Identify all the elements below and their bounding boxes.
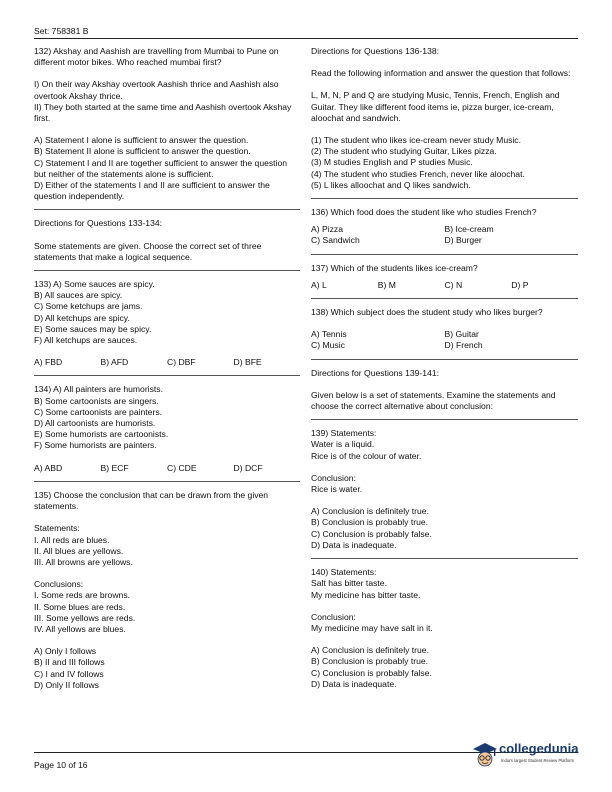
options-row [311, 280, 578, 291]
clue: (5) L likes alloochat and Q likes sandwich. [311, 179, 471, 190]
line: D) All ketchups are spicy. [34, 312, 130, 323]
option-b: B) Conclusion is probably true. [311, 656, 429, 667]
conclusion: I. Some reds are browns. [34, 590, 131, 601]
directions-intro: Read the following information and answer the question that follows: [311, 68, 571, 79]
question-text: 135) Choose the conclusion that can be drawn from the given statements. [34, 489, 269, 512]
line: F) All ketchups are sauces. [34, 335, 138, 346]
conclusion: IV. All yellows are blues. [34, 623, 126, 634]
line: 133) A) Some sauces are spicy. [34, 279, 155, 290]
statement: I. All reds are blues. [34, 534, 110, 545]
question-text: 137) Which of the students likes ice-cream? [311, 262, 478, 273]
option-b: B) M [377, 279, 396, 290]
directions-heading: Directions for Questions 136-138: [311, 46, 440, 56]
statements-label: Statements: [34, 523, 80, 534]
option-a: A) Tennis [311, 329, 347, 340]
option-d: D) Data is inadequate. [311, 539, 397, 550]
set-code: Set: 758381 B [34, 26, 89, 36]
option-d: D) French [444, 340, 483, 351]
option-c: C) Conclusion is probably false. [311, 667, 432, 678]
directions-text: Some statements are given. Choose the correct set of three statements that make a logical sequence. [34, 240, 262, 262]
clue: (2) The student who studying Guitar, Likes pizza. [311, 146, 497, 157]
graduate-mascot-icon [471, 740, 499, 768]
options-row [311, 224, 578, 235]
divider [311, 298, 578, 299]
option-a: A) Conclusion is definitely true. [311, 645, 429, 656]
question-134 [34, 384, 300, 473]
question-text: 138) Which subject does the student study who likes burger? [311, 307, 543, 318]
line: F) Some humorists are painters. [34, 440, 157, 451]
option-b: B) Statement II alone is sufficient to answer the question. [34, 146, 251, 157]
statements-label: 139) Statements: [311, 428, 377, 439]
line: D) All cartoonists are humorists. [34, 418, 156, 429]
clue: (3) M studies English and P studies Music. [311, 157, 473, 168]
page-number: Page 10 of 16 [34, 760, 88, 770]
conclusion: II. Some blues are reds. [34, 601, 126, 612]
question-139 [311, 428, 578, 551]
options-row [311, 340, 578, 351]
option-c: C) N [444, 279, 463, 290]
option-c: C) CDE [167, 462, 197, 473]
option-d: D) P [511, 279, 529, 290]
directions-133-134 [34, 218, 300, 263]
conclusion-label: Conclusion: [311, 472, 356, 483]
option-d: D) Only II follows [34, 679, 99, 690]
left-column [34, 46, 300, 691]
option-d: D) Either of the statements I and II are sufficient to answer the question independently. [34, 180, 270, 202]
line: E) Some sauces may be spicy. [34, 323, 152, 334]
question-132 [34, 46, 300, 202]
question-138 [311, 307, 578, 352]
options-row [34, 357, 300, 368]
directions-heading: Directions for Questions 133-134: [34, 218, 163, 229]
option-c: C) Conclusion is probably false. [311, 528, 432, 539]
line: C) Some cartoonists are painters. [34, 406, 163, 417]
statements-label: 140) Statements: [311, 567, 377, 578]
header-rule [34, 38, 578, 39]
option-b: B) AFD [100, 357, 129, 368]
collegedunia-logo [471, 738, 591, 772]
statement: III. All browns are yellows. [34, 556, 133, 567]
directions-text: Given below is a set of statements. Examine the statements and choose the correct alternative about conclusion: [311, 389, 556, 412]
conclusion-label: Conclusion: [311, 611, 356, 622]
line: E) Some humorists are cartoonists. [34, 429, 169, 440]
option-a: A) Conclusion is definitely true. [311, 506, 429, 517]
option-c: C) Music [311, 340, 345, 351]
conclusion: III. Some yellows are reds. [34, 612, 136, 623]
option-b: B) Conclusion is probably true. [311, 517, 429, 528]
option-a: A) FBD [34, 357, 63, 368]
statement-1: I) On their way Akshay overtook Aashish thrice and Aashish also overtook Akshay thrice. [34, 79, 279, 101]
option-a: A) L [311, 279, 327, 290]
question-140 [311, 567, 578, 690]
options-row [34, 463, 300, 474]
clue: (1) The student who likes ice-cream never study Music. [311, 135, 521, 146]
divider [311, 419, 578, 420]
option-b: B) Guitar [444, 329, 479, 340]
option-b: B) Ice-cream [444, 224, 494, 235]
option-c: C) Sandwich [311, 235, 360, 246]
line: B) Some cartoonists are singers. [34, 395, 159, 406]
divider [34, 270, 300, 271]
divider [34, 375, 300, 376]
logo-wordmark: collegedunia [499, 741, 579, 756]
logo-tagline: India's largest Student Review Platform [501, 758, 574, 763]
right-column [311, 46, 578, 690]
conclusions-label: Conclusions: [34, 579, 84, 590]
question-136 [311, 207, 578, 247]
option-b: B) II and III follows [34, 657, 105, 668]
line: B) All sauces are spicy. [34, 290, 123, 301]
option-c: C) DBF [167, 357, 196, 368]
question-137 [311, 263, 578, 291]
question-text: 136) Which food does the student like who studies French? [311, 207, 537, 218]
line: 134) A) All painters are humorists. [34, 384, 163, 395]
directions-139-141 [311, 368, 578, 413]
divider [311, 359, 578, 360]
option-d: D) DCF [233, 462, 263, 473]
question-text: 132) Akshay and Aashish are travelling from Mumbai to Pune on different motor bikes. Who reached mumbai first? [34, 46, 279, 68]
statement: Salt has bitter taste. [311, 578, 387, 589]
option-b: B) ECF [100, 462, 129, 473]
directions-136-138 [311, 46, 578, 191]
conclusion: My medicine may have salt in it. [311, 622, 433, 633]
divider [311, 198, 578, 199]
option-d: D) Data is inadequate. [311, 678, 397, 689]
option-a: A) ABD [34, 462, 63, 473]
divider [311, 558, 578, 559]
divider [311, 254, 578, 255]
statement: II. All blues are yellows. [34, 545, 124, 556]
line: C) Some ketchups are jams. [34, 301, 143, 312]
directions-heading: Directions for Questions 139-141: [311, 367, 440, 378]
statement: Rice is of the colour of water. [311, 450, 422, 461]
clue: (4) The student who studies French, never like aloochat. [311, 168, 525, 179]
option-a: A) Pizza [311, 224, 343, 235]
directions-paragraph: L, M, N, P and Q are studying Music, Tennis, French, English and Guitar. They like different food items ie, pizza burger, ice-cream, aloochat and sandwich. [311, 90, 560, 123]
option-c: C) Statement I and II are together sufficient to answer the question but neither of the statements alone is sufficient. [34, 157, 288, 179]
option-d: D) BFE [233, 357, 262, 368]
statement: Water is a liquid. [311, 439, 375, 450]
statement: My medicine has bitter taste. [311, 589, 421, 600]
option-a: A) Only I follows [34, 646, 97, 657]
statement-2: II) They both started at the same time and Aashish overtook Akshay first. [34, 101, 292, 124]
divider [34, 481, 300, 482]
divider [34, 209, 300, 210]
conclusion: Rice is water. [311, 484, 363, 495]
question-133 [34, 279, 300, 368]
options-row [311, 329, 578, 340]
question-135 [34, 490, 300, 691]
options-row [311, 235, 578, 246]
option-d: D) Burger [444, 235, 482, 246]
option-c: C) I and IV follows [34, 668, 104, 679]
option-a: A) Statement I alone is sufficient to answer the question. [34, 135, 249, 146]
